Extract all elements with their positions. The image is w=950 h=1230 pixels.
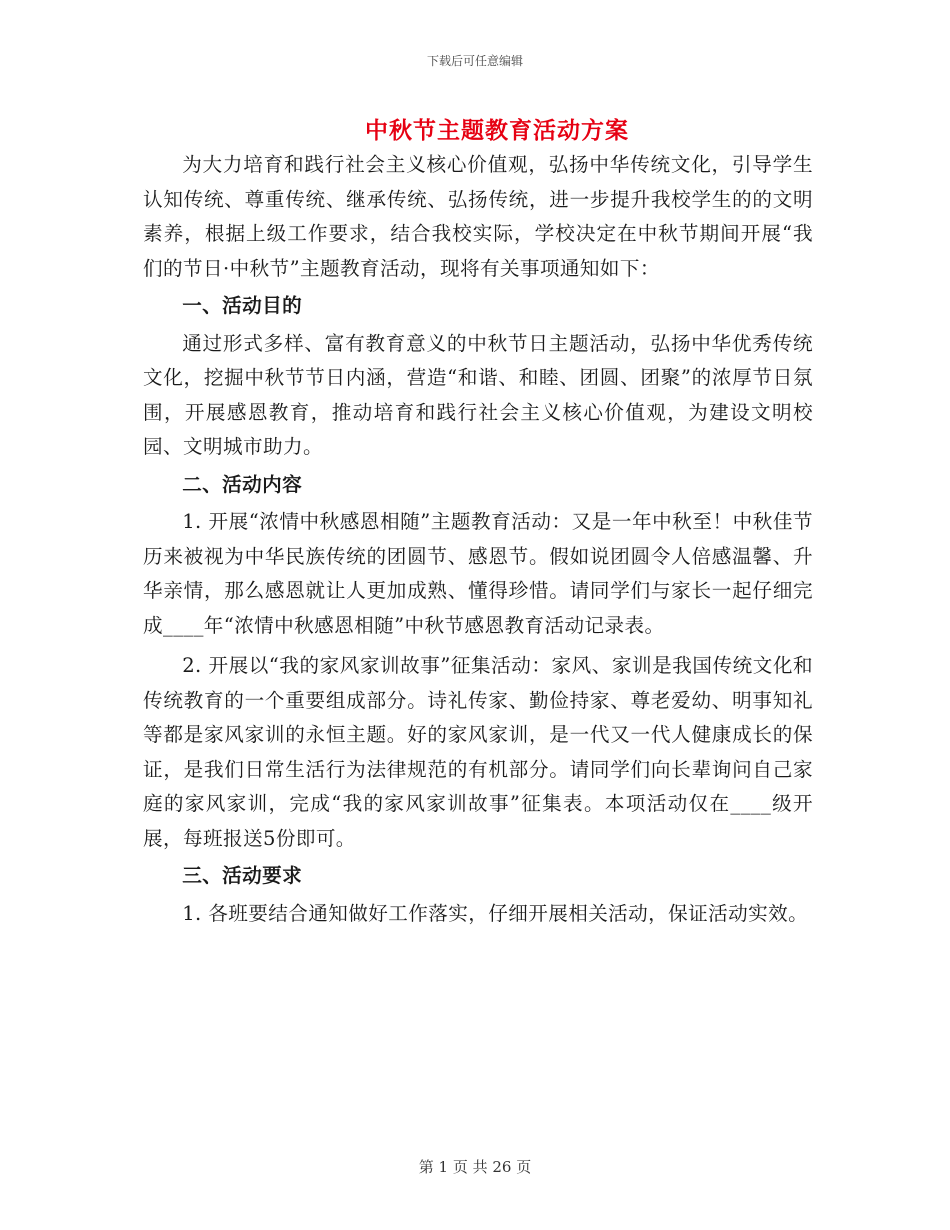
page-number-footer: 第 1 页 共 26 页 (418, 1158, 532, 1176)
section-heading-content: 二、活动内容 (182, 472, 303, 496)
document-title: 中秋节主题教育活动方案 (365, 117, 629, 144)
section-heading-purpose: 一、活动目的 (182, 294, 303, 317)
purpose-paragraph: 通过形式多样、富有教育意义的中秋节日主题活动，弘扬中华优秀传统文化，挖掘中秋节节日内涵，营造“和谐、和睦、团圆、团聚”的浓厚节日氛围，开展感恩教育，推动培育和践行社会主义核心价值观，为建设文明校园、文明城市助力。 (143, 331, 813, 458)
requirements-paragraph-1: 1. 各班要结合通知做好工作落实，仔细开展相关活动，保证活动实效。 (182, 901, 809, 925)
content-paragraph-2: 2. 开展以“我的家风家训故事”征集活动：家风、家训是我国传统文化和传统教育的一个重要组成部分。诗礼传家、勤俭持家、尊老爱幼、明事知礼等都是家风家训的永恒主题。好的家风家训，是一代又一代人健康成长的保证，是我们日常生活行为法律规范的有机部分。请同学们向长辈询问自己家庭的家风家训，完成“我的家风家训故事”征集表。本项活动仅在____级开展，每班报送5份即可。 (143, 654, 813, 850)
intro-paragraph: 为大力培育和践行社会主义核心价值观，弘扬中华传统文化，引导学生认知传统、尊重传统、继承传统、弘扬传统，进一步提升我校学生的的文明素养，根据上级工作要求，结合我校实际，学校决定在中秋节期间开展“我们的节日·中秋节”主题教育活动，现将有关事项通知如下： (143, 153, 813, 280)
section-heading-requirements: 三、活动要求 (182, 864, 303, 887)
header-note: 下载后可任意编辑 (426, 54, 523, 68)
document-body (143, 148, 813, 931)
content-paragraph-1: 1. 开展“浓情中秋感恩相随”主题教育活动：又是一年中秋至！中秋佳节历来被视为中华民族传统的团圆节、感恩节。假如说团圆令人倍感温馨、升华亲情，那么感恩就让人更加成熟、懂得珍惜。请同学们与家长一起仔细完成____年“浓情中秋感恩相随”中秋节感恩教育活动记录表。 (143, 510, 813, 637)
